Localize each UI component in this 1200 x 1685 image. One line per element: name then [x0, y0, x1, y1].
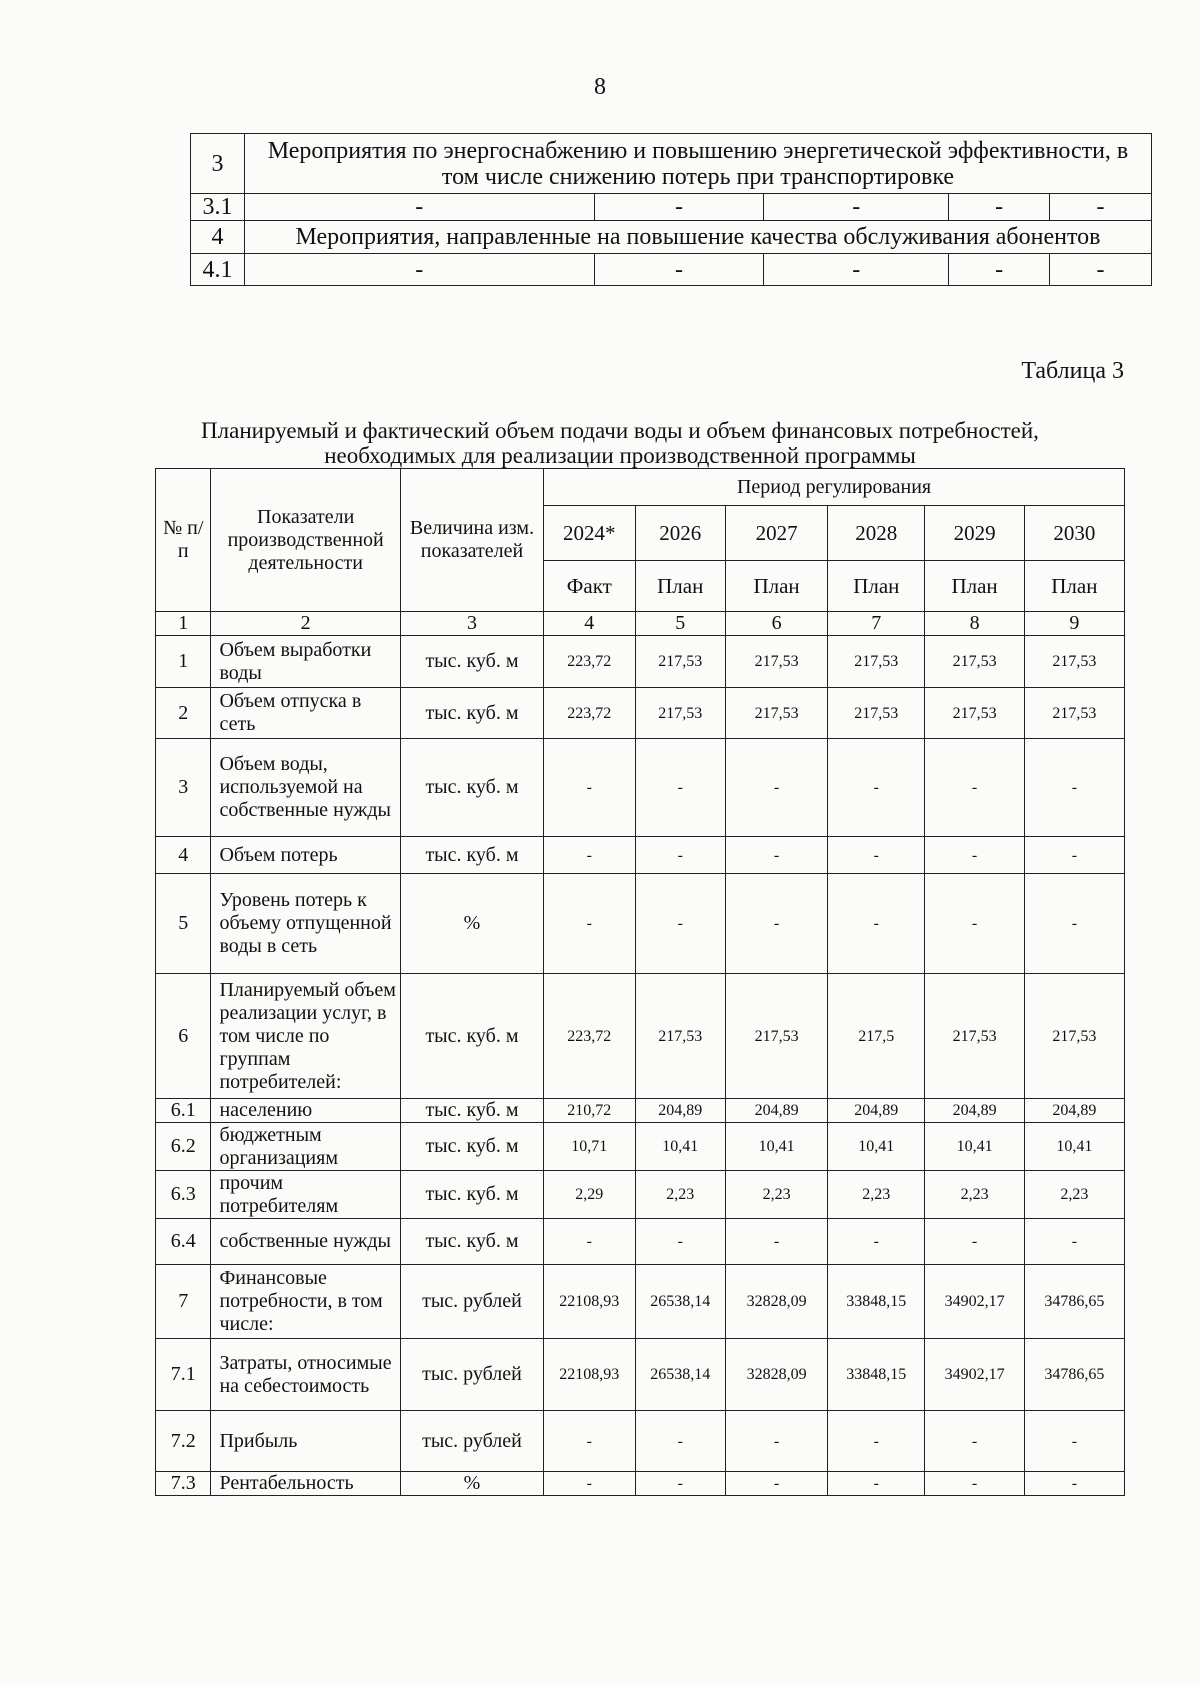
indicator-name: Затраты, относимые на себестоимость: [211, 1339, 400, 1411]
column-number: 6: [725, 612, 827, 636]
value-cell: -: [925, 739, 1024, 837]
value-cell: 34786,65: [1024, 1339, 1124, 1411]
value-cell: -: [828, 1219, 925, 1265]
value-cell: -: [635, 1219, 725, 1265]
table-row: [156, 1265, 1125, 1339]
value-cell: 2,29: [544, 1171, 635, 1219]
value-cell: -: [544, 739, 635, 837]
header-type: План: [1024, 561, 1124, 612]
table-row: [191, 194, 1152, 221]
indicator-name: Финансовые потребности, в том числе:: [211, 1265, 400, 1339]
value-cell: -: [1024, 874, 1124, 974]
header-year: 2030: [1024, 506, 1124, 561]
row-number: 3: [156, 739, 211, 837]
value-cell: 33848,15: [828, 1339, 925, 1411]
value-cell: 10,41: [828, 1123, 925, 1171]
indicator-name: Уровень потерь к объему отпущенной воды в сеть: [211, 874, 400, 974]
table-row: [156, 1411, 1125, 1472]
value-cell: -: [1024, 1219, 1124, 1265]
value-cell: 33848,15: [828, 1265, 925, 1339]
row-number: 7.2: [156, 1411, 211, 1472]
cell: -: [1050, 194, 1152, 221]
unit: тыс. куб. м: [400, 688, 543, 739]
header-type: План: [828, 561, 925, 612]
column-number: 3: [400, 612, 543, 636]
table-row: [156, 1123, 1125, 1171]
value-cell: -: [544, 1472, 635, 1496]
value-cell: -: [544, 1219, 635, 1265]
value-cell: 217,53: [925, 688, 1024, 739]
value-cell: 22108,93: [544, 1339, 635, 1411]
value-cell: 10,71: [544, 1123, 635, 1171]
row-number: 7.1: [156, 1339, 211, 1411]
page-number: 8: [594, 74, 606, 100]
row-number: 5: [156, 874, 211, 974]
row-number: 6.4: [156, 1219, 211, 1265]
table-row: [191, 254, 1152, 286]
table-row: [156, 739, 1125, 837]
row-number: 7.3: [156, 1472, 211, 1496]
value-cell: 10,41: [925, 1123, 1024, 1171]
unit: тыс. куб. м: [400, 974, 543, 1099]
header-year: 2024*: [544, 506, 635, 561]
unit: %: [400, 874, 543, 974]
value-cell: 34902,17: [925, 1339, 1024, 1411]
header-indicators: Показатели производственной деятельности: [211, 469, 400, 612]
value-cell: 32828,09: [725, 1265, 827, 1339]
row-number: 4: [191, 221, 245, 254]
row-number: 2: [156, 688, 211, 739]
header-type: Факт: [544, 561, 635, 612]
cell: -: [1050, 254, 1152, 286]
value-cell: 10,41: [725, 1123, 827, 1171]
value-cell: 22108,93: [544, 1265, 635, 1339]
indicator-name: Объем воды, используемой на собственные нужды: [211, 739, 400, 837]
header-year: 2029: [925, 506, 1024, 561]
header-type: План: [925, 561, 1024, 612]
table-row: [156, 837, 1125, 874]
value-cell: -: [925, 1411, 1024, 1472]
column-number: 5: [635, 612, 725, 636]
value-cell: 217,53: [828, 636, 925, 688]
row-number: 6.3: [156, 1171, 211, 1219]
value-cell: -: [725, 1472, 827, 1496]
unit: тыс. куб. м: [400, 636, 543, 688]
value-cell: 10,41: [635, 1123, 725, 1171]
value-cell: -: [725, 874, 827, 974]
unit: тыс. куб. м: [400, 837, 543, 874]
value-cell: 217,53: [725, 974, 827, 1099]
value-cell: 217,53: [635, 636, 725, 688]
unit: тыс. рублей: [400, 1339, 543, 1411]
value-cell: -: [828, 1411, 925, 1472]
header-year: 2028: [828, 506, 925, 561]
header-num: № п/п: [156, 469, 211, 612]
water-supply-table: [155, 468, 1125, 1496]
value-cell: 217,53: [1024, 974, 1124, 1099]
column-numbers-row: [156, 612, 1125, 636]
unit: тыс. рублей: [400, 1265, 543, 1339]
value-cell: -: [828, 874, 925, 974]
row-number: 1: [156, 636, 211, 688]
value-cell: 223,72: [544, 688, 635, 739]
value-cell: -: [635, 1411, 725, 1472]
column-number: 7: [828, 612, 925, 636]
value-cell: -: [925, 837, 1024, 874]
cell: -: [594, 194, 764, 221]
table-row: [156, 688, 1125, 739]
row-number: 7: [156, 1265, 211, 1339]
value-cell: 217,53: [925, 636, 1024, 688]
value-cell: -: [725, 837, 827, 874]
value-cell: -: [635, 874, 725, 974]
value-cell: -: [1024, 837, 1124, 874]
value-cell: 217,53: [925, 974, 1024, 1099]
header-type: План: [725, 561, 827, 612]
value-cell: 34786,65: [1024, 1265, 1124, 1339]
table-row: [156, 1219, 1125, 1265]
value-cell: 32828,09: [725, 1339, 827, 1411]
value-cell: -: [828, 837, 925, 874]
value-cell: 217,53: [1024, 636, 1124, 688]
row-number: 3.1: [191, 194, 245, 221]
value-cell: 223,72: [544, 636, 635, 688]
indicator-name: Прибыль: [211, 1411, 400, 1472]
value-cell: 26538,14: [635, 1265, 725, 1339]
cell: -: [594, 254, 764, 286]
column-number: 4: [544, 612, 635, 636]
value-cell: 204,89: [925, 1099, 1024, 1123]
value-cell: 223,72: [544, 974, 635, 1099]
value-cell: 26538,14: [635, 1339, 725, 1411]
value-cell: -: [828, 739, 925, 837]
value-cell: -: [1024, 1472, 1124, 1496]
column-number: 9: [1024, 612, 1124, 636]
value-cell: -: [725, 739, 827, 837]
indicator-name: Объем отпуска в сеть: [211, 688, 400, 739]
header-year: 2026: [635, 506, 725, 561]
indicator-name: Объем выработки воды: [211, 636, 400, 688]
header-row: [156, 469, 1125, 506]
value-cell: 2,23: [725, 1171, 827, 1219]
value-cell: -: [544, 837, 635, 874]
value-cell: -: [828, 1472, 925, 1496]
value-cell: 217,53: [828, 688, 925, 739]
row-number: 4.1: [191, 254, 245, 286]
value-cell: 204,89: [635, 1099, 725, 1123]
table-title: Планируемый и фактический объем подачи воды и объем финансовых потребностей, необходимых для реализации производственной программы: [201, 418, 1039, 468]
indicator-name: населению: [211, 1099, 400, 1123]
indicator-name: Рентабельность: [211, 1472, 400, 1496]
header-type: План: [635, 561, 725, 612]
measures-table: [190, 133, 1152, 286]
cell: -: [764, 194, 949, 221]
indicator-name: прочим потребителям: [211, 1171, 400, 1219]
value-cell: -: [925, 874, 1024, 974]
value-cell: 210,72: [544, 1099, 635, 1123]
value-cell: 2,23: [1024, 1171, 1124, 1219]
section-title: Мероприятия по энергоснабжению и повышению энергетической эффективности, в том числе снижению потерь при транспортировке: [244, 134, 1151, 194]
value-cell: 2,23: [635, 1171, 725, 1219]
section-title: Мероприятия, направленные на повышение качества обслуживания абонентов: [244, 221, 1151, 254]
table-row: [156, 1472, 1125, 1496]
cell: -: [949, 254, 1050, 286]
value-cell: 2,23: [828, 1171, 925, 1219]
value-cell: -: [635, 739, 725, 837]
row-number: 6.2: [156, 1123, 211, 1171]
header-period: Период регулирования: [544, 469, 1125, 506]
indicator-name: собственные нужды: [211, 1219, 400, 1265]
value-cell: 217,53: [635, 688, 725, 739]
value-cell: -: [1024, 1411, 1124, 1472]
column-number: 1: [156, 612, 211, 636]
value-cell: 217,53: [635, 974, 725, 1099]
value-cell: 217,5: [828, 974, 925, 1099]
unit: тыс. куб. м: [400, 1219, 543, 1265]
table-row: [156, 636, 1125, 688]
unit: тыс. куб. м: [400, 1099, 543, 1123]
table-row: [156, 874, 1125, 974]
cell: -: [244, 194, 594, 221]
table-row: [156, 1171, 1125, 1219]
value-cell: 204,89: [725, 1099, 827, 1123]
unit: тыс. куб. м: [400, 739, 543, 837]
table-row: [156, 1099, 1125, 1123]
value-cell: -: [725, 1411, 827, 1472]
value-cell: -: [1024, 739, 1124, 837]
row-number: 3: [191, 134, 245, 194]
value-cell: -: [925, 1219, 1024, 1265]
value-cell: 10,41: [1024, 1123, 1124, 1171]
table-row: [191, 221, 1152, 254]
value-cell: -: [635, 1472, 725, 1496]
cell: -: [244, 254, 594, 286]
value-cell: 204,89: [1024, 1099, 1124, 1123]
table-caption: Таблица 3: [1021, 358, 1124, 384]
value-cell: 2,23: [925, 1171, 1024, 1219]
unit: тыс. куб. м: [400, 1123, 543, 1171]
indicator-name: Объем потерь: [211, 837, 400, 874]
row-number: 6.1: [156, 1099, 211, 1123]
value-cell: 204,89: [828, 1099, 925, 1123]
value-cell: 217,53: [725, 688, 827, 739]
row-number: 4: [156, 837, 211, 874]
header-unit: Величина изм. показателей: [400, 469, 543, 612]
indicator-name: бюджетным организациям: [211, 1123, 400, 1171]
cell: -: [764, 254, 949, 286]
value-cell: 217,53: [725, 636, 827, 688]
unit: тыс. куб. м: [400, 1171, 543, 1219]
table-body: [156, 636, 1125, 1496]
value-cell: -: [544, 874, 635, 974]
table-row: [156, 1339, 1125, 1411]
column-number: 2: [211, 612, 400, 636]
value-cell: -: [925, 1472, 1024, 1496]
value-cell: 217,53: [1024, 688, 1124, 739]
indicator-name: Планируемый объем реализации услуг, в том числе по группам потребителей:: [211, 974, 400, 1099]
value-cell: 34902,17: [925, 1265, 1024, 1339]
row-number: 6: [156, 974, 211, 1099]
column-number: 8: [925, 612, 1024, 636]
value-cell: -: [635, 837, 725, 874]
table-row: [156, 974, 1125, 1099]
value-cell: -: [544, 1411, 635, 1472]
header-year: 2027: [725, 506, 827, 561]
cell: -: [949, 194, 1050, 221]
value-cell: -: [725, 1219, 827, 1265]
unit: %: [400, 1472, 543, 1496]
table-row: [191, 134, 1152, 194]
unit: тыс. рублей: [400, 1411, 543, 1472]
